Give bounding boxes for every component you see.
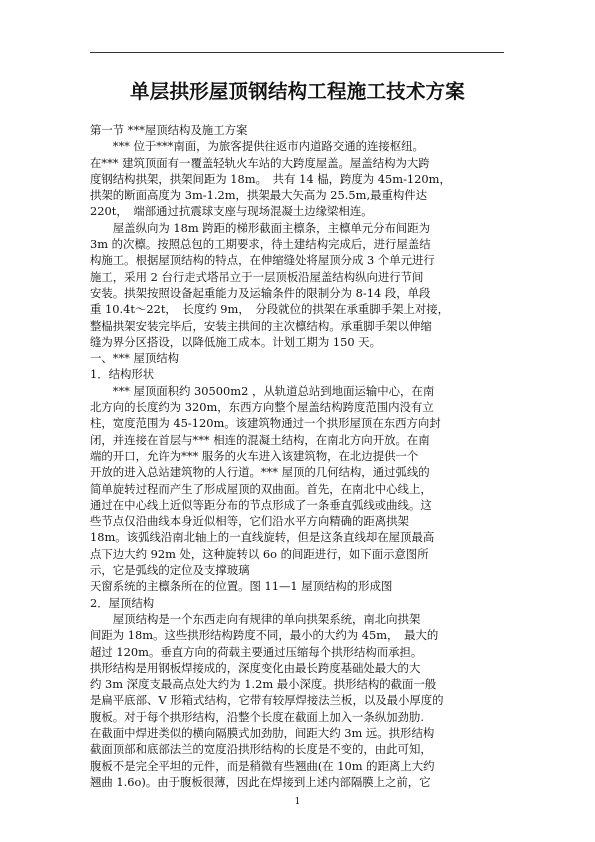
text-line: 第一节 ***屋顶结构及施工方案 bbox=[90, 123, 248, 137]
text-line: 重 10.4t～22t， 长度约 9m， 分段就位的拱架在承重脚手架上对接， bbox=[90, 302, 450, 317]
section-heading: 一、*** 屋顶结构 bbox=[90, 351, 180, 366]
subsection-heading: 2．屋顶结构 bbox=[90, 595, 155, 610]
text-line: 腹板不是完全平坦的元件，而是稍微有些翘曲(在 10m 的距离上大约 bbox=[90, 758, 435, 773]
text-line: 施工，采用 2 台行走式塔吊立于一层顶板沿屋盖结构纵向进行节间 bbox=[90, 269, 424, 284]
text-line: 是扁平底部、V 形箱式结构，它带有较厚焊接法兰板，以及最小厚度的 bbox=[90, 693, 444, 708]
text-line: 闭，并连接在首层与*** 相连的混凝土结构，在南北方向开放。在南 bbox=[90, 432, 430, 447]
text-line: 屋顶结构是一个东西走向有规律的单向拱架系统，南北向拱架 bbox=[90, 611, 421, 626]
text-line: 翘曲 1.6o)。由于腹板很薄，因此在焊接到上述内部隔膜上之前，它 bbox=[90, 774, 431, 789]
text-line: 在*** 建筑顶面有一覆盖轻轨火车站的大跨度屋盖。屋盖结构为大跨 bbox=[90, 155, 430, 170]
text-line: 度钢结构拱架，拱架间距为 18m。 共有 14 榀，跨度为 45m-120m， bbox=[90, 171, 451, 186]
text-line: 些节点仅沿曲线本身近似相等，它们沿水平方向精确的距离拱架 bbox=[90, 514, 409, 529]
text-line: 开放的进入总站建筑物的人行道。*** 屋顶的几何结构，通过弧线的 bbox=[90, 465, 430, 480]
text-line: 北方向的长度约为 320m，东西方向整个屋盖结构跨度范围内没有立 bbox=[90, 400, 434, 415]
text-line: 超过 120m。垂直方向的荷载主要通过压缩每个拱形结构而承担。 bbox=[90, 644, 423, 659]
text-line: 约 3m 深度支最高点处大约为 1.2m 最小深度。拱形结构的截面一般 bbox=[90, 677, 437, 692]
text-line: *** 屋顶面积约 30500m2 ，从轨道总站到地面运输中心，在南 bbox=[90, 383, 435, 398]
text-line: 示，它是弧线的定位及支撑玻璃 bbox=[90, 563, 250, 578]
text-line: *** 位于***南面，为旅客提供往返市内道路交通的连接枢纽。 bbox=[90, 139, 424, 154]
text-line: 拱形结构是用钢板焊接成的，深度变化由最长跨度基础处最大的大 bbox=[90, 660, 421, 675]
text-line: 简单旋转过程而产生了形成屋顶的双曲面。首先，在南北中心线上， bbox=[90, 481, 432, 496]
text-line: 缝为界分区搭设，以降低施工成本。计划工期为 150 天。 bbox=[90, 334, 381, 349]
text-line: 腹板。对于每个拱形结构，沿整个长度在截面上加入一条纵加劲肋. bbox=[90, 709, 424, 724]
text-line: 安装。拱架按照设备起重能力及运输条件的限制分为 8-14 段，单段 bbox=[90, 285, 431, 300]
text-line: 天窗系统的主檩条所在的位置。图 11—1 屋顶结构的形成图 bbox=[90, 579, 393, 594]
document-body bbox=[90, 122, 504, 790]
text-line: 3m 的次檩。按照总包的工期要求，待土建结构完成后，进行屋盖结 bbox=[90, 237, 431, 252]
text-line: 拱架的断面高度为 3m-1.2m，拱架最大矢高为 25.5m,最重构件达 bbox=[90, 188, 428, 203]
text-line: 柱，宽度范围为 45-120m。该建筑物通过一个拱形屋顶在东西方向封 bbox=[90, 416, 441, 431]
text-line: 间距为 18m。这些拱形结构跨度不同，最小的大约为 45m， 最大的 bbox=[90, 628, 439, 643]
text-line: 点下边大约 92m 处，这种旋转以 6o 的间距进行，如下面示意图所 bbox=[90, 546, 429, 561]
text-line: 通过在中心线上近似等距分布的节点形成了一条垂直弧线或曲线。这 bbox=[90, 497, 432, 512]
header-rule bbox=[90, 52, 504, 53]
text-line: 屋盖纵向为 18m 跨距的梯形截面主檩条，主檩单元分布间距为 bbox=[90, 220, 431, 235]
text-line: 整榀拱架安装完毕后，安装主拱间的主次檩结构。承重脚手架以伸缩 bbox=[90, 318, 432, 333]
subsection-heading: 1．结构形状 bbox=[90, 367, 155, 382]
text-line: 构施工。根据屋顶结构的特点，在伸缩缝处将屋顶分成 3 个单元进行 bbox=[90, 253, 435, 268]
page-number: 1 bbox=[294, 797, 301, 807]
text-line: 220t， 端部通过抗震球支座与现场混凝土边缘梁相连。 bbox=[90, 204, 373, 219]
text-line: 18m。该弧线沿南北轴上的一直线旋转，但是这条直线却在屋顶最高 bbox=[90, 530, 435, 545]
document-title: 单层拱形屋顶钢结构工程施工技术方案 bbox=[130, 80, 465, 103]
text-line: 截面顶部和底部法兰的宽度沿拱形结构的长度是不变的，由此可知， bbox=[90, 742, 432, 757]
text-line: 在截面中焊进类似的横向隔膜式加劲肋，间距大约 3m 远。拱形结构 bbox=[90, 725, 435, 740]
text-line: 端的开口，允许为*** 服务的火车进入该建筑物，在北边提供一个 bbox=[90, 448, 419, 463]
